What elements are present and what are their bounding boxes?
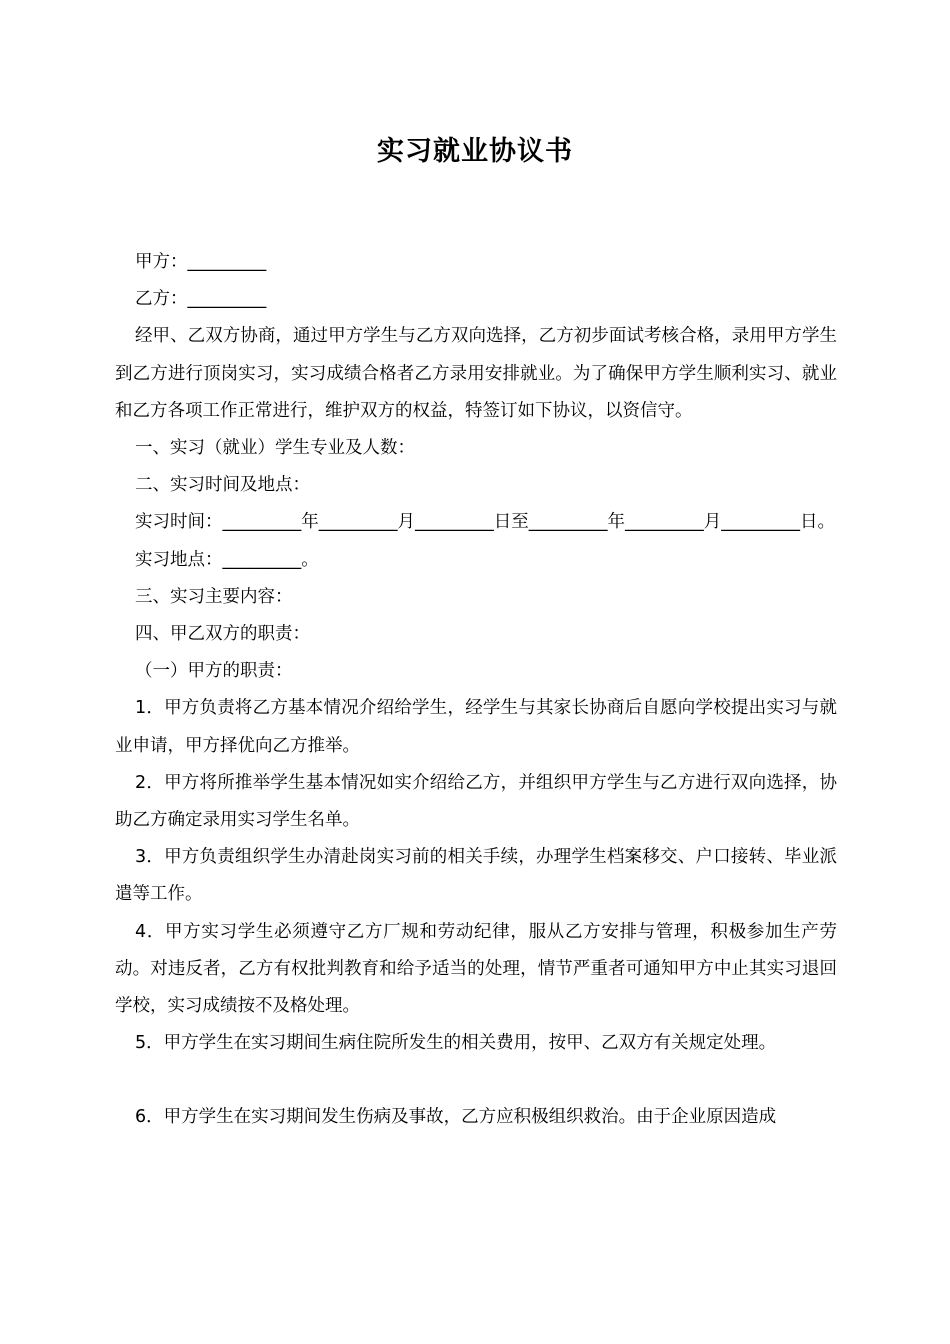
party-b-line: 乙方：_________	[135, 289, 267, 310]
internship-place-line: 实习地点：_________。	[135, 549, 319, 570]
section-heading-students: 一、实习（就业）学生专业及人数：	[135, 438, 415, 459]
internship-time-line: 实习时间：_________年_________月_________日至_________年_________月_________日。	[135, 512, 835, 533]
clause-1: 1．甲方负责将乙方基本情况介绍给学生，经学生与其家长协商后自愿向学校提出实习与就业申请，甲方择优向乙方推举。	[115, 698, 837, 756]
document-title: 实习就业协议书	[377, 136, 573, 167]
section-heading-content: 三、实习主要内容：	[135, 586, 293, 607]
clause-6: 6．甲方学生在实习期间发生伤病及事故，乙方应积极组织救治。由于企业原因造成	[135, 1107, 777, 1128]
clause-2: 2．甲方将所推举学生基本情况如实介绍给乙方，并组织甲方学生与乙方进行双向选择，协助乙方确定录用实习学生名单。	[115, 772, 837, 831]
clause-4: 4．甲方实习学生必须遵守乙方厂规和劳动纪律，服从乙方安排与管理，积极参加生产劳动。对违反者，乙方有权批判教育和给予适当的处理，情节严重者可通知甲方中止其实习退回学校，实习成绩按不及格处理。	[115, 921, 837, 1017]
document-body	[115, 244, 837, 1137]
subsection-heading-party-a: （一）甲方的职责：	[135, 661, 293, 682]
section-heading-time-place: 二、实习时间及地点：	[135, 475, 310, 496]
party-a-line: 甲方：_________	[135, 252, 267, 272]
section-heading-duties: 四、甲乙双方的职责：	[135, 624, 310, 645]
clause-3: 3．甲方负责组织学生办清赴岗实习前的相关手续，办理学生档案移交、户口接转、毕业派遣等工作。	[115, 847, 837, 905]
clause-5: 5．甲方学生在实习期间生病住院所发生的相关费用，按甲、乙双方有关规定处理。	[135, 1033, 777, 1054]
preamble-paragraph: 经甲、乙双方协商，通过甲方学生与乙方双向选择，乙方初步面试考核合格，录用甲方学生到乙方进行顶岗实习，实习成绩合格者乙方录用安排就业。为了确保甲方学生顺利实习、就业和乙方各项工作正常进行，维护双方的权益，特签订如下协议，以资信守。	[115, 326, 837, 421]
